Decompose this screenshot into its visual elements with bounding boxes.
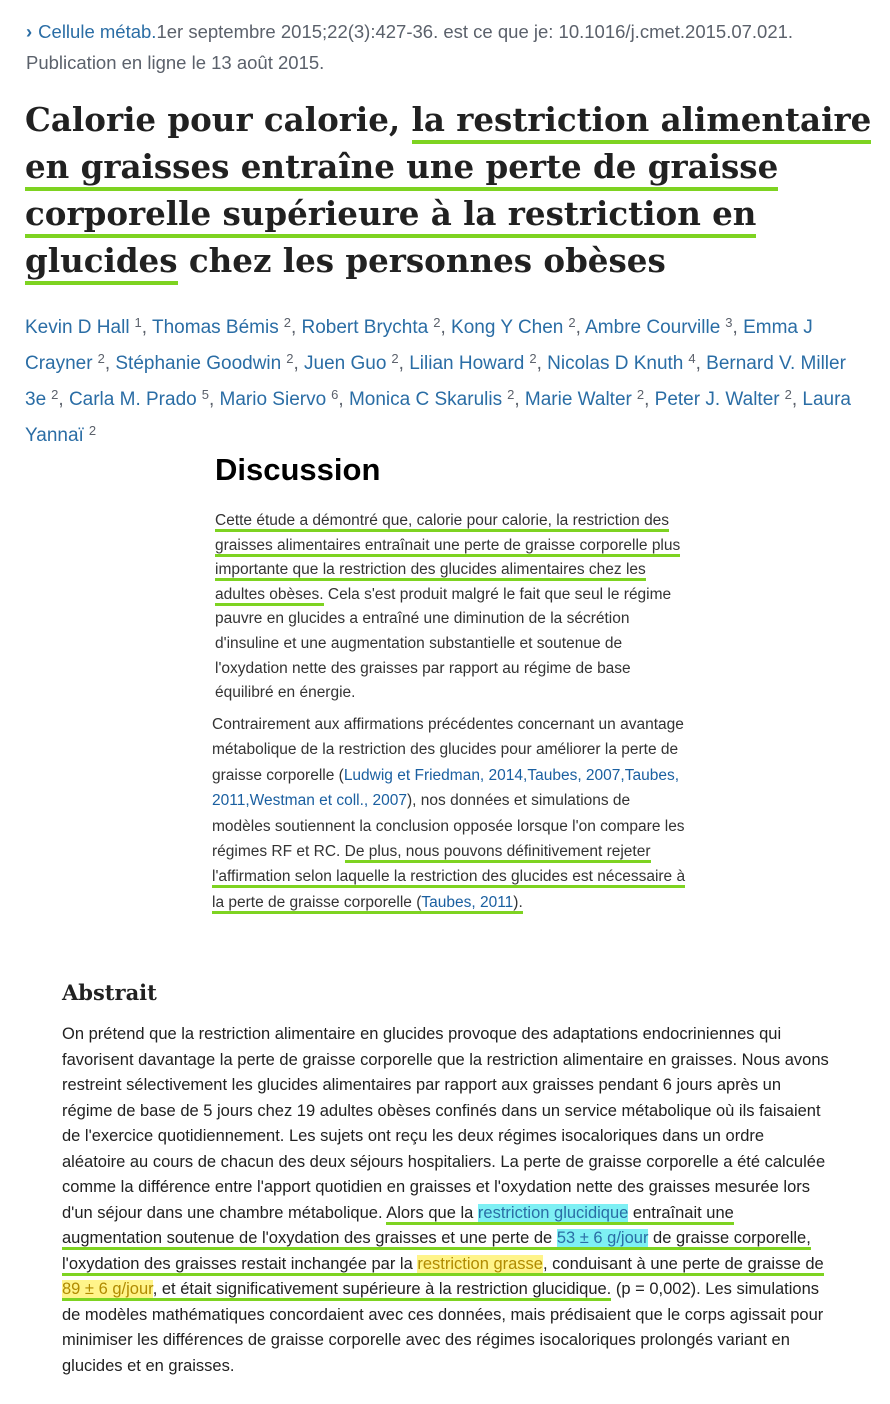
author-affiliation[interactable]: 2 bbox=[568, 315, 576, 330]
author-affiliation[interactable]: 5 bbox=[201, 387, 209, 402]
discussion-p2-ul-end: ). bbox=[513, 893, 523, 911]
author-affiliation[interactable]: 2 bbox=[636, 387, 645, 402]
author-link[interactable]: Monica C Skarulis bbox=[348, 389, 503, 410]
highlight-restriction-glucidique: restriction glucidique bbox=[477, 1203, 629, 1222]
author-link[interactable]: Ambre Courville bbox=[585, 317, 721, 338]
author-affiliation[interactable]: 2 bbox=[283, 315, 291, 330]
abstract-text-1: On prétend que la restriction alimentaire en glucides provoque des adaptations endocriniennes qui favorisent davantage la perte de graisse corporelle que la restriction alimentaire en graisses. Nous avons restreint sélectivement les glucides alimentaires par rapport aux graisses pendant 6 jours après un régime de base de 5 jours chez 19 adultes obèses confinés dans un service métabolique où ils faisaient de l'exercice quotidiennement. Les sujets ont reçu les deux régimes isocaloriques dans un ordre aléatoire au cours de chacun des deux séjours hospitaliers. La perte de graisse corporelle a été calculée comme la différence entre l'apport quotidien en graisses et l'oxydation nette des graisses mesurée lors d'un séjour dans une chambre métabolique. bbox=[62, 1025, 829, 1222]
author-separator: , bbox=[514, 389, 525, 410]
abstract-text bbox=[62, 1022, 830, 1379]
title-underlined: la restriction alimentaire en graisses entraîne une perte de graisse corporelle supérieure à la restriction en glucides bbox=[25, 100, 871, 285]
author-separator: , bbox=[732, 317, 744, 338]
author-separator: , bbox=[536, 353, 548, 374]
author-affiliation[interactable]: 2 bbox=[507, 387, 515, 402]
author-separator: , bbox=[398, 353, 410, 374]
author-link[interactable]: Stéphanie Goodwin bbox=[115, 353, 282, 374]
chevron-right-icon[interactable]: › bbox=[26, 21, 33, 42]
author-link[interactable]: Juen Guo bbox=[304, 353, 387, 374]
author-separator: , bbox=[104, 353, 116, 374]
author-separator: , bbox=[290, 317, 302, 338]
author-separator: , bbox=[440, 317, 452, 338]
author-list bbox=[25, 307, 875, 451]
discussion-p2-start: Contrairement aux affirmations précédentes concernant un avantage métabolique de la restriction des glucides pour améliorer la perte de graisse corporelle ( bbox=[212, 716, 684, 784]
discussion-refs-link[interactable]: Ludwig et Friedman, 2014,Taubes, 2007,Taubes, 2011,Westman et coll., 2007 bbox=[212, 766, 680, 810]
author-affiliation[interactable]: 2 bbox=[784, 387, 792, 402]
abstract-u5: , et était significativement supérieure à la restriction glucidique. bbox=[152, 1280, 612, 1298]
author-separator: , bbox=[644, 389, 655, 410]
author-link[interactable]: Emma J Crayner bbox=[25, 317, 813, 374]
abstract-u2: entraînait une augmentation soutenue de l'oxydation des graisses et une perte de bbox=[62, 1203, 734, 1247]
author-affiliation[interactable]: 2 bbox=[391, 351, 399, 366]
author-affiliation[interactable]: 2 bbox=[286, 351, 294, 366]
author-link[interactable]: Carla M. Prado bbox=[68, 389, 197, 410]
author-link[interactable]: Bernard V. Miller 3e bbox=[25, 353, 846, 410]
author-link[interactable]: Lilian Howard bbox=[409, 353, 525, 374]
author-affiliation[interactable]: 4 bbox=[688, 351, 696, 366]
author-separator: , bbox=[58, 389, 69, 410]
abstract-u3: de graisse corporelle, l'oxydation des graisses restait inchangée par la bbox=[62, 1229, 811, 1273]
author-link[interactable]: Marie Walter bbox=[524, 389, 632, 410]
author-link[interactable]: Laura Yannaï bbox=[25, 389, 852, 446]
title-part-1: Calorie pour calorie, bbox=[25, 100, 412, 139]
abstract-text-2: (p = 0,002). Les simulations de modèles mathématiques concordaient avec ces données, mais prédisaient que le corps agissait pour minimiser les différences de graisse corporelle avec des régimes isocaloriques prolongés variant en glucides et en graisses. bbox=[62, 1280, 824, 1375]
author-separator: , bbox=[338, 389, 349, 410]
abstract-u1: Alors que la bbox=[386, 1203, 478, 1222]
taubes-2011-link[interactable]: Taubes, 2011 bbox=[421, 893, 514, 911]
title-part-3: chez les personnes obèses bbox=[177, 241, 666, 280]
citation bbox=[26, 16, 876, 78]
citation-details: 1er septembre 2015;22(3):427-36. est ce que je: 10.1016/j.cmet.2015.07.021. bbox=[156, 21, 794, 42]
author-affiliation[interactable]: 6 bbox=[331, 387, 339, 402]
author-separator: , bbox=[208, 389, 220, 410]
author-link[interactable]: Mario Siervo bbox=[219, 389, 327, 410]
author-affiliation[interactable]: 2 bbox=[529, 351, 537, 366]
author-separator: , bbox=[791, 389, 803, 410]
discussion-p2-mid: ), nos données et simulations de modèles soutiennent la conclusion opposée lorsque l'on compare les régimes RF et RC. bbox=[212, 792, 685, 861]
article-title bbox=[25, 96, 875, 284]
discussion-p1-rest: Cela s'est produit malgré le fait que seul le régime pauvre en glucides a entraîné une diminution de la sécrétion d'insuline et une augmentation substantielle et soutenue de l'oxydation nette des graisses par rapport au régime de base équilibré en énergie. bbox=[215, 585, 672, 702]
author-affiliation[interactable]: 2 bbox=[51, 387, 59, 402]
publication-date: Publication en ligne le 13 août 2015. bbox=[26, 52, 325, 73]
highlight-53g: 53 ± 6 g/jour bbox=[556, 1229, 649, 1247]
author-link[interactable]: Nicolas D Knuth bbox=[547, 353, 684, 374]
author-separator: , bbox=[695, 353, 707, 374]
abstract-heading: Abstrait bbox=[62, 980, 157, 1005]
discussion-p2-ul-text: De plus, nous pouvons définitivement rejeter l'affirmation selon laquelle la restriction des glucides est nécessaire à la perte de graisse corporelle ( bbox=[212, 843, 686, 911]
author-affiliation[interactable]: 1 bbox=[134, 315, 142, 330]
author-separator: , bbox=[141, 317, 152, 338]
abstract-u4: , conduisant à une perte de graisse de bbox=[543, 1254, 824, 1273]
highlight-89g: 89 ± 6 g/jour bbox=[62, 1280, 153, 1298]
author-affiliation[interactable]: 2 bbox=[97, 351, 105, 366]
discussion-paragraph-2 bbox=[212, 712, 687, 915]
discussion-paragraph-1 bbox=[215, 509, 685, 706]
author-affiliation[interactable]: 2 bbox=[433, 315, 441, 330]
author-link[interactable]: Kong Y Chen bbox=[451, 317, 564, 338]
discussion-heading: Discussion bbox=[215, 452, 381, 487]
author-affiliation[interactable]: 2 bbox=[88, 423, 97, 438]
discussion-p1-underlined: Cette étude a démontré que, calorie pour calorie, la restriction des graisses alimentaires entraînait une perte de graisse corporelle plus importante que la restriction des glucides alimentaires chez les adultes obèses. bbox=[215, 512, 680, 606]
author-link[interactable]: Robert Brychta bbox=[301, 317, 429, 338]
author-link[interactable]: Peter J. Walter bbox=[654, 389, 780, 410]
author-separator: , bbox=[293, 353, 305, 374]
author-separator: , bbox=[575, 317, 586, 338]
author-link[interactable]: Kevin D Hall bbox=[25, 317, 130, 338]
journal-link[interactable]: Cellule métab. bbox=[38, 21, 157, 42]
author-affiliation[interactable]: 3 bbox=[725, 315, 733, 330]
author-link[interactable]: Thomas Bémis bbox=[152, 317, 279, 338]
highlight-restriction-grasse: restriction grasse bbox=[417, 1254, 543, 1273]
